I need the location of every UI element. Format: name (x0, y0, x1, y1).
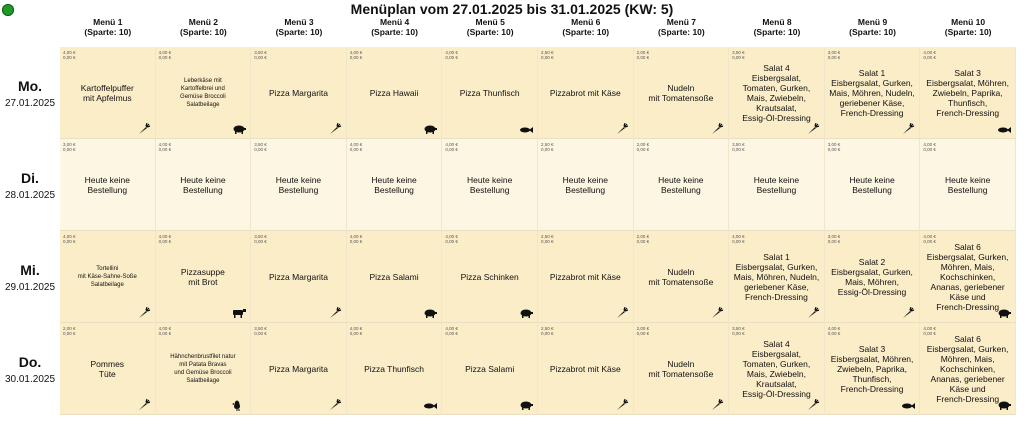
price-secondary: 0,00 € (923, 147, 936, 152)
price-value: 3,50 € (732, 50, 745, 55)
price-value: 3,00 € (827, 234, 841, 239)
menu-cell[interactable] (347, 139, 443, 231)
column-header-row (0, 16, 1024, 47)
carrot-icon (710, 398, 724, 410)
column-header-sparte: (Sparte: 10) (180, 27, 227, 37)
menu-cell[interactable] (347, 323, 443, 415)
menu-cell[interactable] (156, 47, 252, 139)
price-value: 3,00 € (63, 142, 76, 147)
fish-icon (997, 122, 1011, 134)
menu-item-name: Pizza Thunfisch (459, 88, 520, 98)
menu-item-name: Salat 1 Eisbergsalat, Gurken, Mais, Möhren, Nudeln, geriebener Käse, French-Dressing (829, 68, 915, 118)
column-header-6 (538, 16, 634, 47)
menu-item-name: Heute keine Bestellung (562, 175, 608, 195)
menu-cell[interactable] (347, 47, 443, 139)
column-header-7 (634, 16, 730, 47)
price-secondary: 0,00 € (445, 55, 458, 60)
menu-cell[interactable] (156, 231, 252, 323)
menu-item-name: Nudeln mit Tomatensoße (648, 267, 714, 287)
carrot-icon (137, 306, 151, 318)
pig-icon (519, 398, 533, 410)
menu-item-name: Heute keine Bestellung (84, 175, 130, 195)
column-header-name: Menü 8 (762, 17, 792, 27)
price-value: 3,50 € (732, 326, 745, 331)
menu-item-name: Pizzabrot mit Käse (549, 364, 621, 374)
carrot-icon (328, 306, 342, 318)
price-value: 4,00 € (923, 326, 936, 331)
price-value: 3,50 € (732, 142, 745, 147)
price-secondary: 0,00 € (158, 239, 172, 244)
day-label (0, 323, 60, 415)
price-secondary: 0,00 € (827, 331, 841, 336)
menu-item-name: Leberkäse mit Kartoffelbrei und Gemüse Broccoli Salatbeilage (180, 78, 226, 108)
pig-icon (519, 306, 533, 318)
menu-cell[interactable] (251, 139, 347, 231)
price-value: 4,00 € (445, 50, 458, 55)
menu-item-name: Pizzabrot mit Käse (549, 272, 621, 282)
price-value: 4,00 € (158, 142, 172, 147)
menu-cell[interactable] (60, 47, 156, 139)
menu-item-name: Kartoffelpuffer mit Apfelmus (80, 83, 134, 103)
price-value: 2,50 € (540, 326, 554, 331)
price-secondary: 0,00 € (923, 239, 936, 244)
column-header-sparte: (Sparte: 10) (753, 27, 801, 37)
menu-item-name: Heute keine Bestellung (371, 175, 417, 195)
menu-item-name: Salat 6 Eisbergsalat, Gurken, Möhren, Mais, Kochschinken, Ananas, geriebener Käse und French-Dressing (926, 334, 1009, 404)
column-header-name: Menü 3 (284, 17, 314, 27)
price-value: 4,00 € (923, 234, 936, 239)
price-value: 4,00 € (158, 234, 172, 239)
menu-cell[interactable] (156, 323, 252, 415)
price-value: 2,00 € (636, 326, 650, 331)
column-header-name: Menü 5 (475, 17, 505, 27)
day-date: 29.01.2025 (4, 281, 56, 293)
menu-cell[interactable] (634, 47, 730, 139)
menu-cell[interactable] (729, 323, 825, 415)
day-date: 30.01.2025 (4, 373, 56, 385)
carrot-icon (615, 306, 629, 318)
menu-cell[interactable] (442, 47, 538, 139)
menu-cell[interactable] (920, 139, 1016, 231)
price-value: 4,00 € (349, 234, 363, 239)
menu-cell[interactable] (538, 231, 634, 323)
price-secondary: 0,00 € (540, 55, 554, 60)
price-secondary: 0,00 € (732, 331, 745, 336)
price-secondary: 0,00 € (158, 147, 172, 152)
price-secondary: 0,00 € (349, 331, 363, 336)
fish-icon (901, 398, 915, 410)
menu-cell[interactable] (442, 231, 538, 323)
price-secondary: 0,00 € (349, 55, 363, 60)
menu-item-name: Pizza Margarita (268, 272, 329, 282)
menu-cell[interactable] (251, 47, 347, 139)
column-header-5 (442, 16, 538, 47)
menu-item-name: Pizza Hawaii (369, 88, 419, 98)
pig-icon (232, 122, 246, 134)
menu-cell[interactable] (729, 139, 825, 231)
carrot-icon (615, 122, 629, 134)
menu-cell[interactable] (347, 231, 443, 323)
price-value: 4,00 € (923, 142, 936, 147)
menu-cell[interactable] (920, 323, 1016, 415)
price-value: 4,00 € (158, 326, 172, 331)
menu-item-name: Pommes Tüte (90, 359, 125, 379)
price-secondary: 0,00 € (540, 331, 554, 336)
pig-icon (423, 122, 437, 134)
menu-item-name: Hähnchenbrustfilet natur mit Patata Bravas und Gemüse Broccoli Salatbeilage (170, 354, 236, 384)
column-header-10 (920, 16, 1016, 47)
menu-cell[interactable] (729, 231, 825, 323)
pig-icon (423, 306, 437, 318)
fish-icon (519, 122, 533, 134)
day-row-1 (0, 139, 1024, 231)
day-label (0, 139, 60, 231)
menu-item-name: Heute keine Bestellung (849, 175, 895, 195)
menu-cell[interactable] (538, 323, 634, 415)
price-value: 3,50 € (254, 234, 267, 239)
menu-item-name: Pizza Margarita (268, 364, 329, 374)
day-name: Do. (18, 353, 42, 370)
menu-item-name: Salat 4 Eisbergsalat, Tomaten, Gurken, Mais, Zwiebeln, Krautsalat, Essig-Öl-Dressing (742, 339, 811, 399)
price-value: 4,00 € (732, 234, 745, 239)
menu-item-name: Heute keine Bestellung (275, 175, 322, 195)
column-header-name: Menü 7 (666, 17, 696, 27)
menu-cell[interactable] (251, 323, 347, 415)
price-secondary: 0,00 € (540, 147, 554, 152)
price-secondary: 0,00 € (732, 147, 745, 152)
price-secondary: 0,00 € (63, 55, 76, 60)
menu-item-name: Heute keine Bestellung (944, 175, 991, 195)
price-secondary: 0,00 € (63, 147, 76, 152)
day-date: 27.01.2025 (4, 97, 56, 109)
price-secondary: 0,00 € (636, 239, 650, 244)
price-secondary: 0,00 € (254, 55, 267, 60)
day-name: Di. (21, 169, 39, 186)
column-header-2 (156, 16, 252, 47)
price-secondary: 0,00 € (827, 239, 841, 244)
menu-cell[interactable] (825, 139, 921, 231)
price-secondary: 0,00 € (732, 239, 745, 244)
menu-item-name: Pizzabrot mit Käse (549, 88, 621, 98)
price-secondary: 0,00 € (732, 55, 745, 60)
price-secondary: 0,00 € (349, 147, 363, 152)
day-row-0 (0, 47, 1024, 139)
menu-cell[interactable] (634, 231, 730, 323)
day-name: Mi. (20, 261, 40, 278)
menu-cell[interactable] (251, 231, 347, 323)
price-secondary: 0,00 € (445, 239, 458, 244)
menu-cell[interactable] (60, 231, 156, 323)
menu-item-name: Salat 3 Eisbergsalat, Möhren, Zwiebeln, Paprika, Thunfisch, French-Dressing (830, 344, 914, 394)
column-header-name: Menü 9 (857, 17, 888, 27)
price-value: 2,50 € (540, 142, 554, 147)
column-header-sparte: (Sparte: 10) (657, 27, 705, 37)
price-secondary: 0,00 € (158, 331, 172, 336)
price-value: 3,50 € (254, 50, 267, 55)
menu-item-name: Salat 6 Eisbergsalat, Gurken, Möhren, Mais, Kochschinken, Ananas, geriebener Käse und French-Dressing (926, 242, 1009, 312)
menu-cell[interactable] (442, 139, 538, 231)
menu-item-name: Heute keine Bestellung (658, 175, 704, 195)
menu-cell[interactable] (920, 231, 1016, 323)
column-header-9 (825, 16, 921, 47)
pig-icon (997, 398, 1011, 410)
fish-icon (423, 398, 437, 410)
column-header-sparte: (Sparte: 10) (562, 27, 610, 37)
price-secondary: 0,00 € (254, 239, 267, 244)
day-name: Mo. (17, 77, 43, 94)
price-secondary: 0,00 € (923, 55, 936, 60)
pig-icon (997, 306, 1011, 318)
price-secondary: 0,00 € (827, 147, 841, 152)
price-value: 4,00 € (827, 326, 841, 331)
column-header-sparte: (Sparte: 10) (371, 27, 418, 37)
menu-cell[interactable] (825, 231, 921, 323)
column-header-sparte: (Sparte: 10) (849, 27, 896, 37)
column-header-4 (347, 16, 443, 47)
menu-item-name: Salat 2 Eisbergsalat, Gurken, Mais, Möhren, Essig-Öl-Dressing (831, 257, 913, 297)
menu-cell[interactable] (156, 139, 252, 231)
price-value: 4,00 € (349, 142, 363, 147)
menu-item-name: Heute keine Bestellung (753, 175, 800, 195)
menu-item-name: Heute keine Bestellung (180, 175, 226, 195)
column-header-name: Menü 1 (93, 17, 123, 27)
price-value: 2,00 € (636, 50, 650, 55)
column-header-sparte: (Sparte: 10) (466, 27, 514, 37)
price-value: 4,00 € (445, 142, 458, 147)
price-value: 2,00 € (63, 326, 76, 331)
menu-item-name: Nudeln mit Tomatensoße (648, 83, 714, 103)
column-header-name: Menü 10 (951, 17, 986, 27)
menu-cell[interactable] (60, 139, 156, 231)
menu-cell[interactable] (538, 47, 634, 139)
price-secondary: 0,00 € (254, 331, 267, 336)
menu-item-name: Pizza Salami (465, 364, 515, 374)
page-title: Menüplan vom 27.01.2025 bis 31.01.2025 (KW: 5) (350, 1, 674, 17)
menu-cell[interactable] (920, 47, 1016, 139)
column-header-8 (729, 16, 825, 47)
column-header-sparte: (Sparte: 10) (944, 27, 992, 37)
chicken-icon (232, 398, 246, 410)
menu-item-name: Salat 1 Eisbergsalat, Gurken, Mais, Möhren, Nudeln, geriebener Käse, French-Dressing (733, 252, 820, 302)
price-secondary: 0,00 € (445, 331, 458, 336)
carrot-icon (710, 122, 724, 134)
price-value: 4,00 € (63, 50, 76, 55)
carrot-icon (901, 122, 915, 134)
menu-cell[interactable] (442, 323, 538, 415)
price-value: 4,00 € (63, 234, 76, 239)
price-value: 4,00 € (349, 326, 363, 331)
column-header-sparte: (Sparte: 10) (275, 27, 323, 37)
carrot-icon (328, 122, 342, 134)
menu-item-name: Pizza Salami (369, 272, 419, 282)
column-header-sparte: (Sparte: 10) (84, 27, 132, 37)
day-row-2 (0, 231, 1024, 323)
carrot-icon (806, 398, 820, 410)
menu-item-name: Salat 3 Eisbergsalat, Möhren, Zwiebeln, Paprika, Thunfisch, French-Dressing (926, 68, 1009, 118)
menu-item-name: Pizza Margarita (268, 88, 329, 98)
price-secondary: 0,00 € (636, 331, 650, 336)
carrot-icon (137, 398, 151, 410)
menu-cell[interactable] (825, 323, 921, 415)
price-value: 2,50 € (540, 234, 554, 239)
column-header-name: Menü 6 (571, 17, 601, 27)
price-value: 2,00 € (636, 234, 650, 239)
menu-item-name: Tortellini mit Käse-Sahne-Soße Salatbeilage (77, 266, 137, 288)
menu-cell[interactable] (538, 139, 634, 231)
price-secondary: 0,00 € (636, 55, 650, 60)
price-secondary: 0,00 € (827, 55, 841, 60)
price-secondary: 0,00 € (63, 239, 76, 244)
menu-item-name: Salat 4 Eisbergsalat, Tomaten, Gurken, Mais, Zwiebeln, Krautsalat, Essig-Öl-Dressing (742, 63, 811, 123)
carrot-icon (710, 306, 724, 318)
menu-cell[interactable] (825, 47, 921, 139)
carrot-icon (137, 122, 151, 134)
column-header-name: Menü 4 (379, 17, 410, 27)
column-header-1 (60, 16, 156, 47)
price-value: 2,00 € (636, 142, 650, 147)
menu-cell[interactable] (634, 139, 730, 231)
day-label (0, 231, 60, 323)
price-value: 4,00 € (923, 50, 936, 55)
menu-cell[interactable] (729, 47, 825, 139)
column-header-3 (251, 16, 347, 47)
corner-cell (0, 16, 60, 47)
price-value: 4,00 € (445, 234, 458, 239)
menu-cell[interactable] (634, 323, 730, 415)
price-secondary: 0,00 € (540, 239, 554, 244)
price-secondary: 0,00 € (445, 147, 458, 152)
menu-item-name: Pizzasuppe mit Brot (180, 267, 225, 287)
price-value: 3,00 € (827, 50, 841, 55)
menu-cell[interactable] (60, 323, 156, 415)
carrot-icon (328, 398, 342, 410)
carrot-icon (806, 122, 820, 134)
price-secondary: 0,00 € (349, 239, 363, 244)
day-row-3 (0, 323, 1024, 415)
price-value: 3,50 € (254, 142, 267, 147)
price-value: 4,00 € (158, 50, 172, 55)
menu-item-name: Pizza Schinken (460, 272, 519, 282)
price-value: 2,50 € (540, 50, 554, 55)
menu-item-name: Heute keine Bestellung (466, 175, 513, 195)
price-value: 3,00 € (827, 142, 841, 147)
price-secondary: 0,00 € (158, 55, 172, 60)
price-value: 4,00 € (445, 326, 458, 331)
price-secondary: 0,00 € (636, 147, 650, 152)
price-value: 3,50 € (254, 326, 267, 331)
cow-icon (232, 306, 246, 318)
price-secondary: 0,00 € (923, 331, 936, 336)
day-label (0, 47, 60, 139)
price-value: 4,00 € (349, 50, 363, 55)
carrot-icon (901, 306, 915, 318)
column-header-name: Menü 2 (188, 17, 219, 27)
price-secondary: 0,00 € (63, 331, 76, 336)
price-secondary: 0,00 € (254, 147, 267, 152)
menu-grid (0, 16, 1024, 415)
carrot-icon (615, 398, 629, 410)
day-date: 28.01.2025 (4, 189, 56, 201)
menu-item-name: Nudeln mit Tomatensoße (648, 359, 714, 379)
carrot-icon (806, 306, 820, 318)
menu-item-name: Pizza Thunfisch (364, 364, 424, 374)
